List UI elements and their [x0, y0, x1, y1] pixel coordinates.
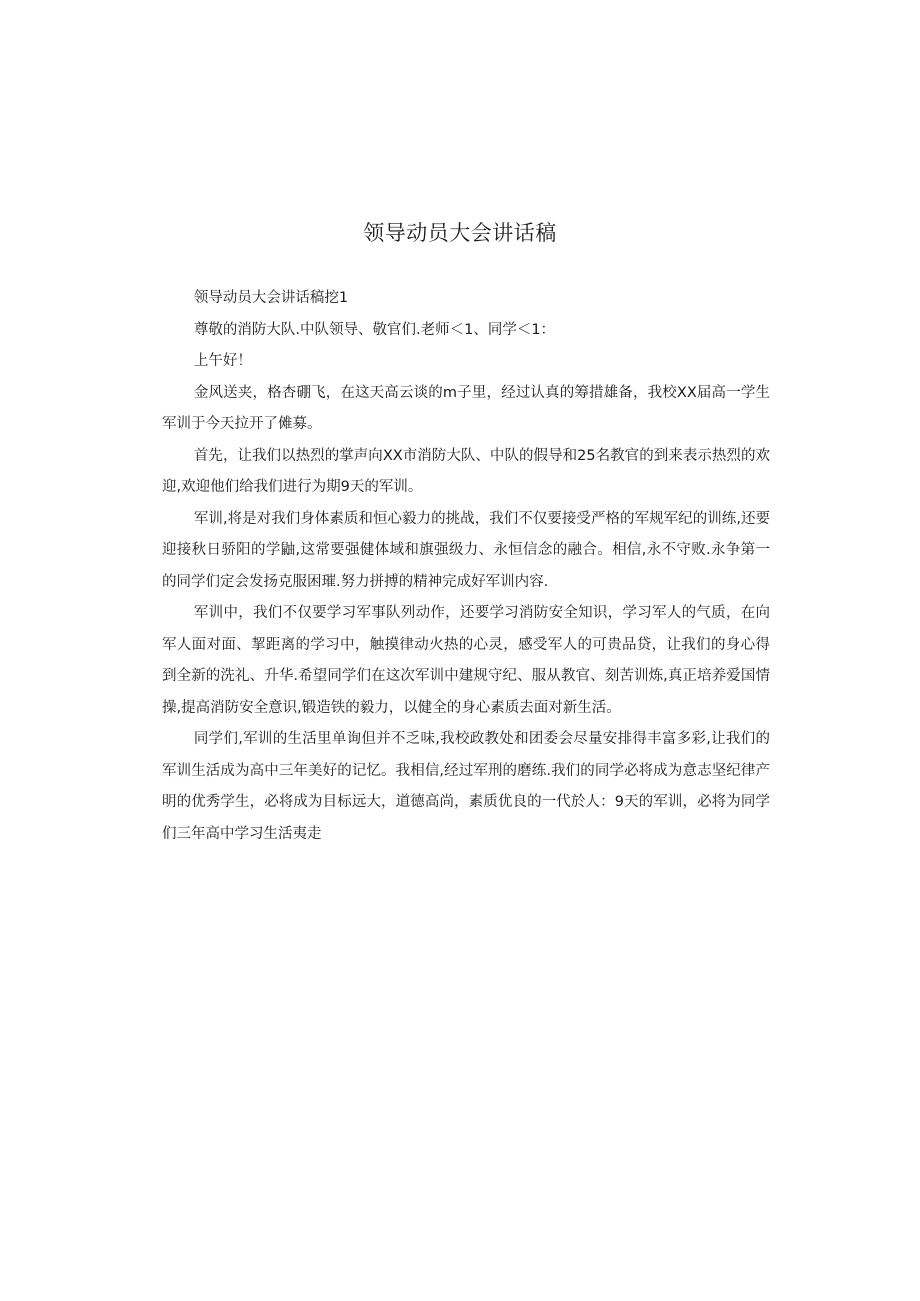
paragraph-closing: 同学们,军训的生活里单询但并不乏味,我校政教处和团委会尽量安排得丰富多彩,让我们的军训生活成为高中三年美好的记忆。我相信,经过军刑的磨练.我们的同学必将成为意志坚纪律产明的优秀学生，必将成为目标远大，道德高尚，素质优良的一代於人：9天的军训，必将为同学们三年高中学习生活夷走	[162, 731, 770, 842]
paragraph-learning: 军训中，我们不仅要学习军事队列动作，还要学习消防安全知识，学习军人的气质，在向军人面对面、挈距离的学习中，触摸律动火热的心灵，感受军人的可贵品贷，让我们的身心得到全新的洗礼、升华.希望同学们在这次军训中建规守纪、服从教官、刻苦训炼,真正培养爱国情操,提高消防安全意识,锻造铁的毅力，以健全的身心素质去面对新生活。	[162, 605, 770, 716]
document-body	[162, 283, 770, 850]
paragraph-subtitle: 领导动员大会讲话稿挖1	[193, 290, 349, 306]
document-title: 领导动员大会讲话稿	[363, 221, 557, 245]
paragraph-salutation: 尊敬的消防大队.中队领导、敬官们.老师＜1、同学＜1：	[193, 321, 556, 338]
paragraph-welcome: 首先，让我们以热烈的掌声向XX市消防大队、中队的假导和25名教官的到来表示热烈的欢迎,欢迎他们给我们进行为期9天的军训。	[162, 447, 770, 495]
paragraph-opening: 金风送夹，格杏硼飞，在这天高云谈的m子里，经过认真的筹措雄备，我校XX届高一学生军训于今天拉开了傩募。	[162, 384, 770, 432]
paragraph-challenge: 军训,将是对我们身体素质和恒心毅力的挑战，我们不仅要接受严格的军规军纪的训练,还要迎接秋日骄阳的学鼬,这常要强健体域和旗强级力、永恒信念的融合。相信,永不守败.永争第一的同学们定会发扬克服困璀.努力拼搏的精神完成好军训内容.	[162, 510, 770, 590]
paragraph-greeting: 上午好！	[193, 353, 252, 369]
